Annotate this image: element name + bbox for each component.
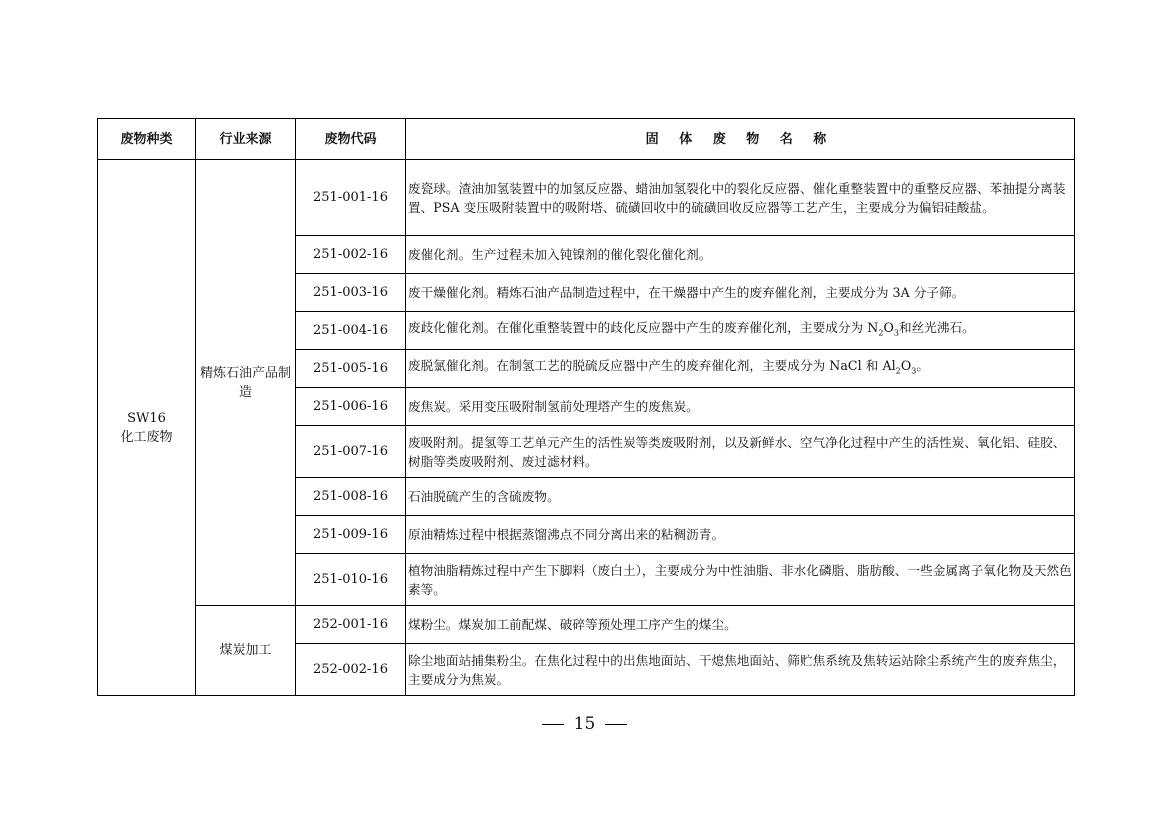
waste-code: 251-003-16: [296, 274, 406, 312]
category-code: SW16: [127, 410, 166, 426]
table-row: [98, 606, 1075, 644]
waste-table: [97, 118, 1075, 696]
waste-description: 废歧化催化剂。在催化重整装置中的歧化反应器中产生的废弃催化剂，主要成分为 $N_2O_3$和丝光沸石。: [406, 312, 1075, 350]
waste-description: 石油脱硫产生的含硫废物。: [406, 478, 1075, 516]
waste-code: 251-009-16: [296, 516, 406, 554]
category-cell: [98, 160, 196, 696]
page-number: [0, 714, 1169, 734]
header-category: 废物种类: [98, 119, 196, 160]
source-cell: [196, 160, 296, 606]
category-name: 化工废物: [120, 429, 173, 445]
source-cell: [196, 606, 296, 696]
waste-description: 废干燥催化剂。精炼石油产品制造过程中，在干燥器中产生的废弃催化剂，主要成分为 3A 分子筛。: [406, 274, 1075, 312]
table-row: [98, 160, 1075, 236]
waste-code: 251-001-16: [296, 160, 406, 236]
waste-description: 植物油脂精炼过程中产生下脚料（废白土），主要成分为中性油脂、非水化磷脂、脂肪酸、一些金属离子氧化物及天然色素等。: [406, 554, 1075, 606]
waste-description: 废脱氯催化剂。在制氢工艺的脱硫反应器中产生的废弃催化剂，主要成分为 NaCl 和 $Al_2O_3$。: [406, 350, 1075, 388]
header-name: 固 体 废 物 名 称: [406, 119, 1075, 160]
waste-code: 251-005-16: [296, 350, 406, 388]
waste-code: 251-002-16: [296, 236, 406, 274]
waste-description: 废焦炭。采用变压吸附制氢前处理塔产生的废焦炭。: [406, 388, 1075, 426]
waste-code: 252-002-16: [296, 644, 406, 696]
waste-code: 252-001-16: [296, 606, 406, 644]
header-code: 废物代码: [296, 119, 406, 160]
waste-code: 251-010-16: [296, 554, 406, 606]
waste-description: 原油精炼过程中根据蒸馏沸点不同分离出来的粘稠沥青。: [406, 516, 1075, 554]
waste-description: 除尘地面站捕集粉尘。在焦化过程中的出焦地面站、干熄焦地面站、筛贮焦系统及焦转运站除尘系统产生的废弃焦尘，主要成分为焦炭。: [406, 644, 1075, 696]
page-number-value: 15: [573, 714, 596, 734]
waste-description: 废吸附剂。提氢等工艺单元产生的活性炭等类废吸附剂，以及新鲜水、空气净化过程中产生的活性炭、氧化铝、硅胶、树脂等类废吸附剂、废过滤材料。: [406, 426, 1075, 478]
waste-description: 废催化剂。生产过程未加入钝镍剂的催化裂化催化剂。: [406, 236, 1075, 274]
waste-description: 煤粉尘。煤炭加工前配煤、破碎等预处理工序产生的煤尘。: [406, 606, 1075, 644]
page-number-dash-right: [605, 724, 627, 725]
page-number-dash-left: [542, 724, 564, 725]
waste-code: 251-007-16: [296, 426, 406, 478]
waste-code: 251-008-16: [296, 478, 406, 516]
source-label: 煤炭加工: [219, 643, 272, 658]
source-label: 精炼石油产品制造: [199, 365, 291, 400]
header-source: 行业来源: [196, 119, 296, 160]
waste-code: 251-006-16: [296, 388, 406, 426]
waste-code: 251-004-16: [296, 312, 406, 350]
header-row: [98, 119, 1075, 160]
waste-description: 废瓷球。渣油加氢装置中的加氢反应器、蜡油加氢裂化中的裂化反应器、催化重整装置中的重整反应器、苯抽提分离装置、PSA 变压吸附装置中的吸附塔、硫磺回收中的硫磺回收反应器等工艺产生，主要成分为偏铝硅酸盐。: [406, 160, 1075, 236]
